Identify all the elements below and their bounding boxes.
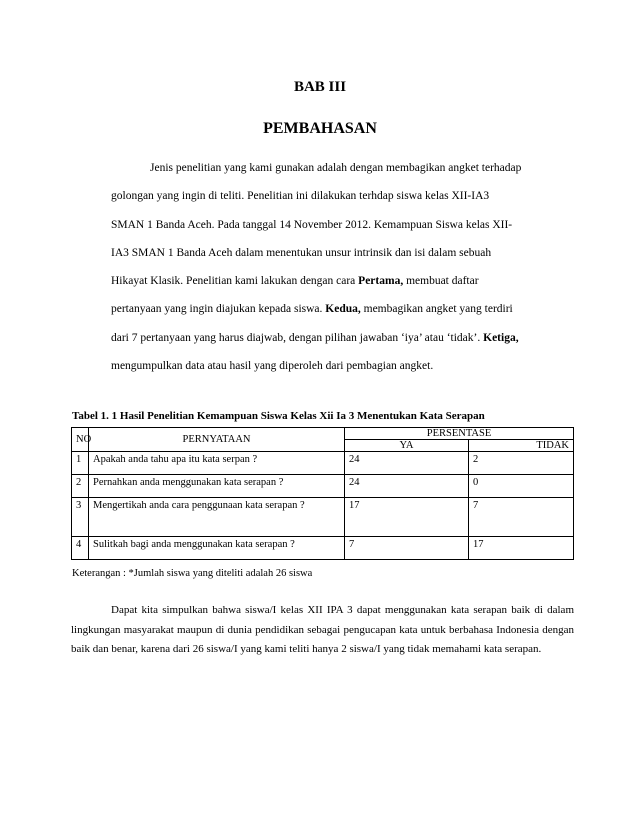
cell-no: 1 (72, 452, 89, 475)
header-no-answer: TIDAK (469, 440, 574, 452)
cell-no: 3 (72, 498, 89, 537)
cell-yes: 24 (345, 475, 469, 498)
intro-line: golongan yang ingin di teliti. Penelitian ini dilakukan terhdap siswa kelas XII-IA3 (111, 190, 490, 203)
cell-statement: Apakah anda tahu apa itu kata serpan ? (89, 452, 345, 475)
intro-line: Jenis penelitian yang kami gunakan adalah dengan membagikan angket terhadap (150, 162, 522, 174)
cell-yes: 7 (345, 537, 469, 560)
cell-no: 2 (72, 475, 89, 498)
cell-no-answer: 2 (469, 452, 574, 475)
table-row (72, 537, 574, 560)
cell-statement: Mengertikah anda cara penggunaan kata serapan ? (89, 498, 345, 537)
chapter-number: BAB III (293, 79, 347, 95)
intro-line: IA3 SMAN 1 Banda Aceh dalam menentukan unsur intrinsik dan isi dalam sebuah (111, 246, 492, 259)
conclusion-text: Dapat kita simpulkan bahwa siswa/I kelas XII IPA 3 dapat menggunakan kata serapan baik di dalam lingkungan masyarakat maupun di dunia pendidikan sebagai pengucapan kata untuk berbahasa Indonesia dengan baik dan benar, karena dari 26 siswa/I yang kami teliti hanya 2 siswa/I yang tidak memahami kata serapan. (71, 604, 574, 655)
intro-line: SMAN 1 Banda Aceh. Pada tanggal 14 November 2012. Kemampuan Siswa kelas XII- (111, 218, 513, 231)
intro-paragraph (111, 154, 557, 380)
intro-bold-step: Ketiga, (483, 331, 519, 344)
table-note: Keterangan : *Jumlah siswa yang diteliti adalah 26 siswa (72, 568, 313, 579)
chapter-title: PEMBAHASAN (263, 120, 377, 137)
intro-text: dari 7 pertanyaan yang harus diajwab, dengan pilihan jawaban ‘iya’ atau ‘tidak’. (111, 331, 484, 344)
intro-text: membagikan angket yang terdiri (360, 303, 513, 316)
intro-line: mengumpulkan data atau hasil yang diperoleh dari pembagian angket. (111, 360, 434, 373)
header-statement: PERNYATAAN (89, 428, 345, 452)
intro-text: membuat daftar (403, 275, 479, 288)
table-row (72, 452, 574, 475)
cell-yes: 17 (345, 498, 469, 537)
intro-line (111, 324, 557, 352)
table-header-row (72, 428, 574, 440)
cell-statement: Sulitkah bagi anda menggunakan kata serapan ? (89, 537, 345, 560)
table-row (72, 498, 574, 537)
results-table (71, 427, 574, 560)
intro-line (111, 267, 557, 295)
table-row (72, 475, 574, 498)
intro-bold-step: Pertama, (358, 275, 404, 288)
conclusion-paragraph (71, 601, 574, 660)
intro-line (111, 295, 557, 323)
intro-text: pertanyaan yang ingin diajukan kepada siswa. (111, 303, 326, 316)
intro-bold-step: Kedua, (325, 303, 361, 316)
cell-no-answer: 7 (469, 498, 574, 537)
cell-yes: 24 (345, 452, 469, 475)
intro-text: Hikayat Klasik. Penelitian kami lakukan dengan cara (111, 275, 359, 288)
cell-no-answer: 17 (469, 537, 574, 560)
header-yes: YA (345, 440, 469, 452)
table-caption: Tabel 1. 1 Hasil Penelitian Kemampuan Siswa Kelas Xii Ia 3 Menentukan Kata Serapan (72, 410, 485, 422)
cell-statement: Pernahkan anda menggunakan kata serapan ? (89, 475, 345, 498)
header-percent: PERSENTASE (345, 428, 574, 440)
header-no: NO (72, 428, 89, 452)
cell-no: 4 (72, 537, 89, 560)
cell-no-answer: 0 (469, 475, 574, 498)
